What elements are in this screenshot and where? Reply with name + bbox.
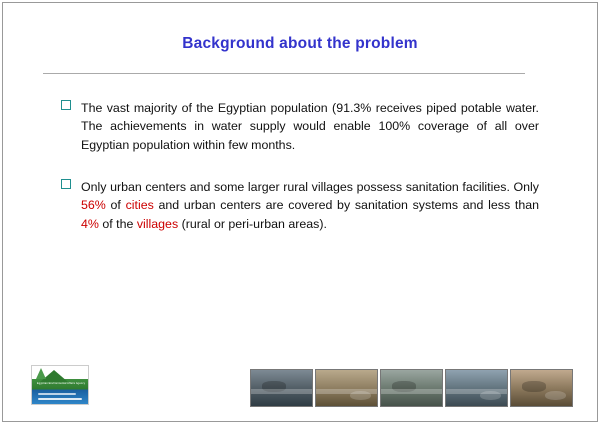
bullet-paragraph-1 <box>61 99 539 154</box>
photo-detail <box>446 389 507 394</box>
bullet-text-2-seg-6: 4% <box>81 216 99 231</box>
bullet-text-2-seg-8: villages <box>136 216 179 231</box>
bullet-text-2-seg-3: of <box>105 198 126 213</box>
square-bullet-icon <box>61 100 71 110</box>
bullet-text-2-seg-7: of the <box>98 216 137 231</box>
photo-detail <box>316 389 377 394</box>
photo-detail <box>251 389 312 394</box>
photo-treatment-basins <box>510 369 573 407</box>
photo-aerial-village <box>445 369 508 407</box>
bullet-text-1: The vast majority of the Egyptian population (91.3% receives piped potable water. The achievements in water supply would enable 100% coverage of all over Egyptian population within few months. <box>81 101 539 152</box>
organization-logo <box>31 365 89 405</box>
photo-detail <box>522 381 546 392</box>
title-divider <box>43 73 525 74</box>
photo-wastewater-plant <box>250 369 313 407</box>
tree-icon <box>36 368 46 379</box>
water-wave-icon <box>38 393 76 395</box>
photo-detail <box>545 391 566 400</box>
page-title: Background about the problem <box>182 35 418 52</box>
bullet-text-2-seg-5: and urban centers are covered by sanitation systems and less than <box>153 198 540 213</box>
bullet-text-2-seg-2: 56% <box>81 198 106 213</box>
bullet-paragraph-2 <box>61 178 539 233</box>
photo-drainage-site <box>380 369 443 407</box>
slide-canvas <box>2 2 598 422</box>
photo-rural-canal <box>315 369 378 407</box>
square-bullet-icon <box>61 179 71 189</box>
photo-strip <box>250 369 573 407</box>
logo-caption: Egyptian Environmental Affairs Agency <box>36 382 86 385</box>
water-wave-icon <box>38 398 82 400</box>
bullet-text-2-seg-9: (rural or peri-urban areas). <box>178 216 327 231</box>
bullet-text-2-seg-4: cities <box>125 198 154 213</box>
bullet-text-2-seg-1: Only urban centers and some larger rural villages possess sanitation facilities. Only <box>81 180 539 195</box>
photo-detail <box>381 389 442 394</box>
slide-body <box>61 99 539 257</box>
